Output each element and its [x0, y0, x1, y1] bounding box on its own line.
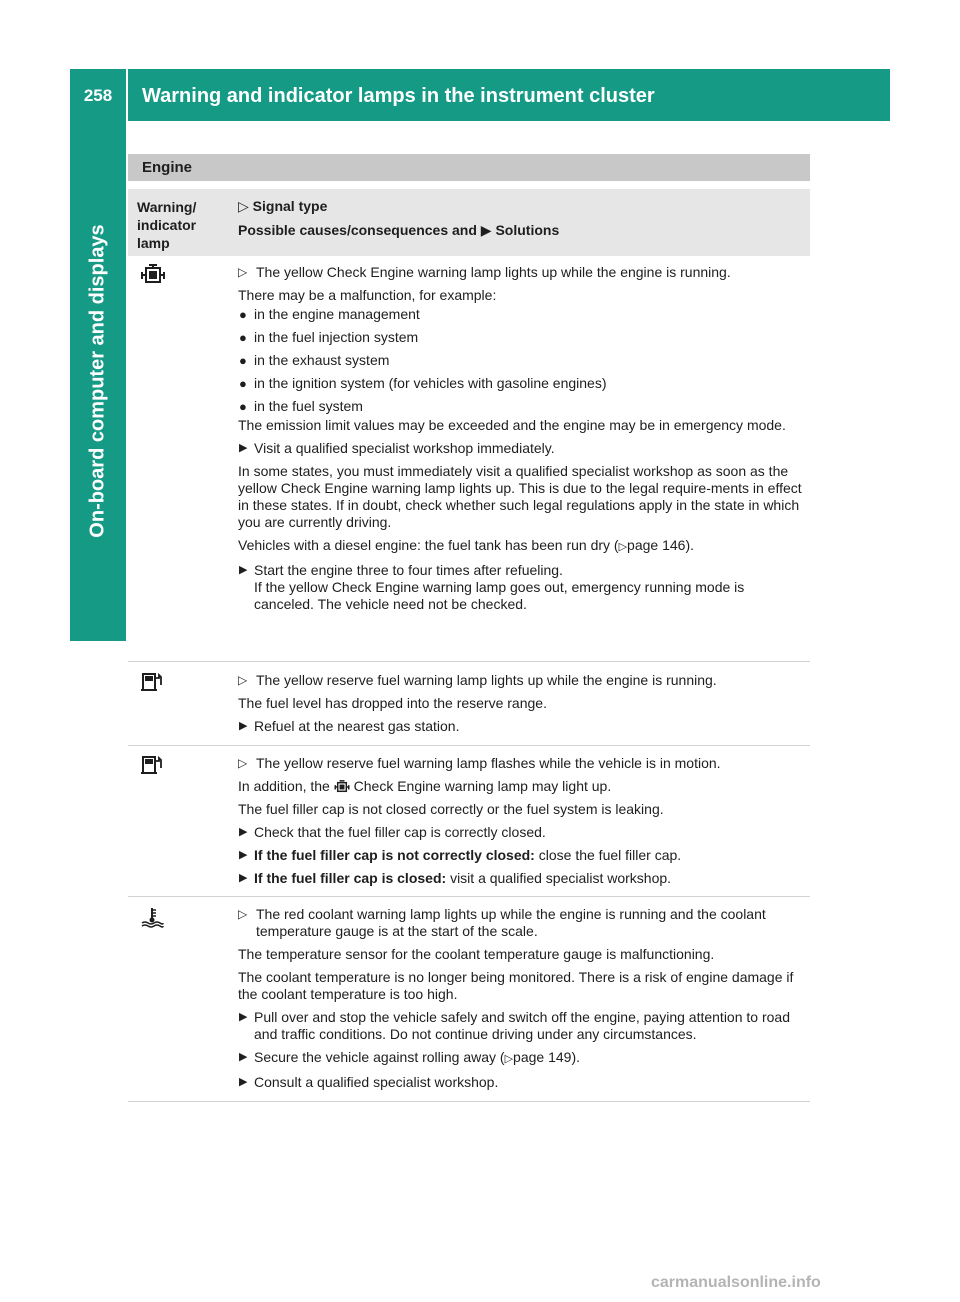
signal-line	[238, 755, 806, 772]
column-header-lamp: Warning/ indicator lamp	[137, 199, 197, 251]
list-item	[238, 398, 806, 415]
action-arrow-icon: ▶	[239, 872, 248, 884]
action-text: Refuel at the nearest gas station.	[254, 718, 460, 734]
cause-text: The coolant temperature is no longer being monitored. There is a risk of engine damage if the coolant temperature is too high.	[238, 969, 794, 1002]
action-step	[238, 718, 806, 735]
page-reference-link[interactable]: page 149).	[513, 1049, 580, 1065]
table-row	[128, 672, 810, 746]
page-number: 258	[83, 86, 113, 105]
action-text: Pull over and stop the vehicle safely and switch off the engine, paying attention to road and traffic conditions. Do not continue driving under any circumstances.	[254, 1009, 790, 1042]
action-step	[238, 1009, 806, 1043]
column-header-causes	[238, 221, 559, 239]
action-step	[238, 847, 806, 864]
section-title: Engine	[142, 159, 193, 176]
fuel-pump-icon	[140, 672, 166, 694]
addition-before: In addition, the	[238, 778, 330, 794]
signal-line	[238, 264, 806, 281]
action-arrow-icon: ▶	[239, 1011, 248, 1023]
action-text: Start the engine three to four times after refueling.	[254, 562, 563, 578]
signal-triangle-icon: ▷	[238, 907, 248, 921]
bullet-icon: ●	[239, 330, 247, 345]
list-item	[238, 306, 806, 323]
action-arrow-icon: ▶	[239, 720, 248, 732]
page-ref-triangle-icon: ▷	[504, 1053, 514, 1065]
action-text: Consult a qualified specialist workshop.	[254, 1074, 499, 1090]
action-step	[238, 1074, 806, 1091]
fuel-pump-icon	[140, 755, 166, 777]
side-tab-label: On-board computer and displays	[86, 224, 109, 538]
cause-text: The temperature sensor for the coolant temperature gauge is malfunctioning.	[238, 946, 715, 962]
signal-triangle-icon: ▷	[238, 265, 248, 279]
action-arrow-icon: ▶	[239, 1051, 248, 1063]
page-reference-link[interactable]: page 146).	[627, 537, 694, 553]
action-arrow-icon: ▶	[239, 442, 248, 454]
action-step	[238, 824, 806, 841]
table-row	[128, 755, 810, 897]
page-ref-triangle-icon: ▷	[618, 541, 628, 553]
cause-text: The fuel filler cap is not closed correctly or the fuel system is leaking.	[238, 801, 664, 817]
bullet-icon: ●	[239, 399, 247, 414]
causes-label: Possible causes/consequences and	[238, 222, 477, 238]
action-arrow-icon: ▶	[239, 1076, 248, 1088]
addition-text	[238, 778, 806, 795]
check-engine-icon	[334, 780, 350, 794]
action-detail: If the yellow Check Engine warning lamp goes out, emergency running mode is canceled. The vehicle need not be checked.	[254, 579, 745, 612]
consequence-text: The emission limit values may be exceeded and the engine may be in emergency mode.	[238, 417, 786, 433]
list-item	[238, 375, 806, 392]
signal-text: The yellow reserve fuel warning lamp lights up while the engine is running.	[256, 672, 717, 688]
row-description	[238, 755, 806, 893]
watermark: carmanualsonline.info	[651, 1274, 821, 1291]
cause-intro: There may be a malfunction, for example:	[238, 287, 497, 303]
table-row	[128, 264, 810, 662]
action-step	[238, 440, 806, 457]
bullet-icon: ●	[239, 307, 247, 322]
signal-type-label: Signal type	[252, 198, 328, 214]
action-text: Secure the vehicle against rolling away (	[254, 1049, 505, 1065]
bullet-icon: ●	[239, 376, 247, 391]
action-text: Visit a qualified specialist workshop immediately.	[254, 440, 555, 456]
coolant-temperature-icon	[140, 906, 166, 928]
page-title: Warning and indicator lamps in the instrument cluster	[142, 85, 655, 107]
action-step	[238, 870, 806, 887]
signal-triangle-icon: ▷	[238, 198, 249, 214]
section-bar	[128, 154, 810, 181]
action-arrow-icon: ▶	[239, 849, 248, 861]
action-condition: If the fuel filler cap is not correctly closed:	[254, 847, 535, 863]
action-arrow-icon: ▶	[239, 564, 248, 576]
list-item	[238, 352, 806, 369]
check-engine-icon	[140, 264, 166, 286]
signal-line	[238, 906, 806, 940]
action-step	[238, 1049, 806, 1068]
signal-triangle-icon: ▷	[238, 756, 248, 770]
list-item-text: in the ignition system (for vehicles with gasoline engines)	[254, 375, 607, 391]
signal-text: The yellow reserve fuel warning lamp flashes while the vehicle is in motion.	[256, 755, 721, 771]
action-text: Check that the fuel filler cap is correctly closed.	[254, 824, 546, 840]
diesel-text: Vehicles with a diesel engine: the fuel tank has been run dry (	[238, 537, 619, 553]
addition-after: Check Engine warning lamp may light up.	[353, 778, 612, 794]
action-condition: If the fuel filler cap is closed:	[254, 870, 447, 886]
row-description	[238, 906, 806, 1097]
signal-line	[238, 672, 806, 689]
signal-triangle-icon: ▷	[238, 673, 248, 687]
action-arrow-icon: ▶	[239, 826, 248, 838]
solutions-label: Solutions	[495, 222, 560, 238]
cause-text: The fuel level has dropped into the reserve range.	[238, 695, 547, 711]
list-item-text: in the engine management	[254, 306, 420, 322]
bullet-icon: ●	[239, 353, 247, 368]
list-item-text: in the fuel injection system	[254, 329, 419, 345]
list-item-text: in the fuel system	[254, 398, 363, 414]
row-description	[238, 264, 806, 613]
signal-text: The red coolant warning lamp lights up while the engine is running and the coolant temperature gauge is at the start of the scale.	[256, 906, 766, 939]
diesel-note	[238, 537, 806, 556]
action-text: visit a qualified specialist workshop.	[450, 870, 672, 886]
action-step	[238, 562, 806, 613]
signal-text: The yellow Check Engine warning lamp lights up while the engine is running.	[256, 264, 731, 280]
header-divider	[126, 69, 128, 121]
action-arrow-icon: ▶	[480, 222, 492, 238]
legal-note: In some states, you must immediately visit a qualified specialist workshop as soon as the yellow Check Engine warning lamp lights up. This is due to the legal require-ments in effect in these states. If in doubt, check whether such legal regulations apply in the state in which you are currently driving.	[238, 463, 802, 530]
action-text: close the fuel filler cap.	[538, 847, 682, 863]
list-item-text: in the exhaust system	[254, 352, 390, 368]
column-header-signal	[238, 197, 327, 215]
list-item	[238, 329, 806, 346]
row-description	[238, 672, 806, 741]
table-row	[128, 906, 810, 1102]
